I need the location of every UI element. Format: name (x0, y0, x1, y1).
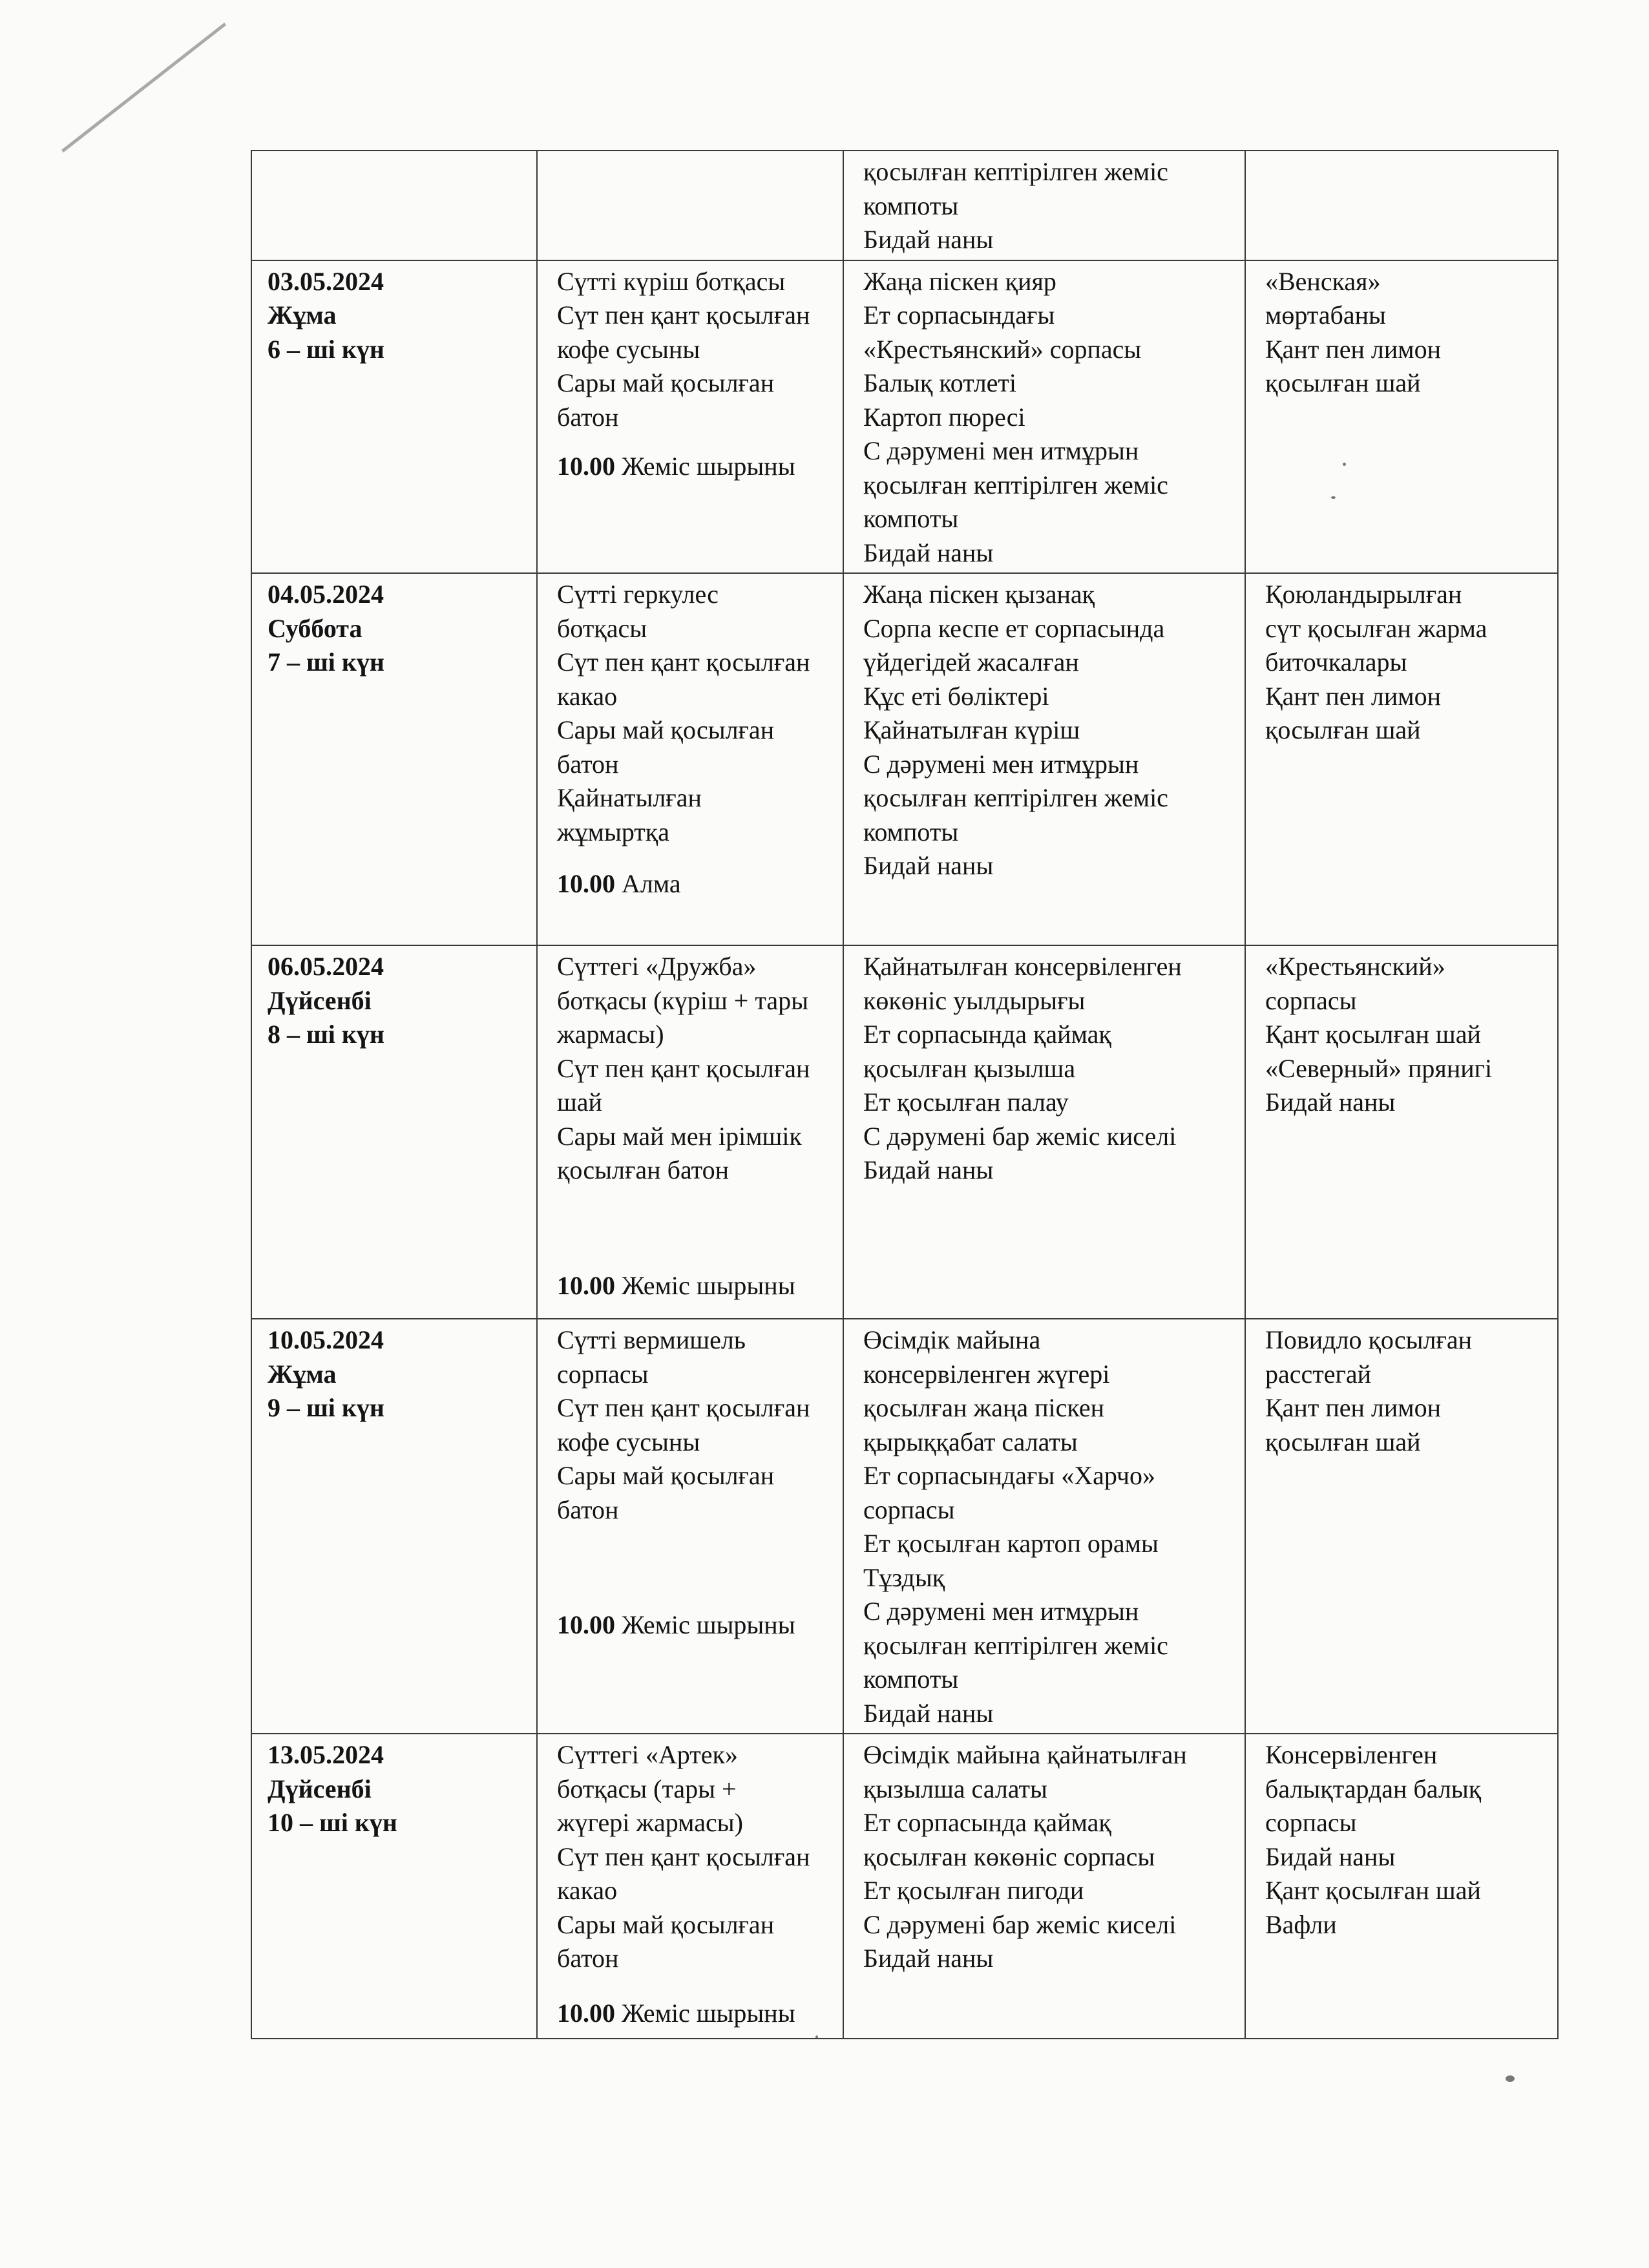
lunch-item: Ет сорпасындағы «Крестьянский» сорпасы (863, 300, 1142, 364)
dinner-item: «Северный» прянигі (1265, 1053, 1493, 1083)
menu-row (251, 1734, 1558, 2039)
lunch-cell (843, 573, 1245, 945)
snack-time: 10.00 (557, 1270, 615, 1300)
lunch-item: С дәрумені мен итмұрын қосылған кептірілген жеміс компоты (863, 436, 1168, 533)
lunch-item: С дәрумені бар жеміс киселі (863, 1121, 1177, 1151)
lunch-item: С дәрумені мен итмұрын қосылған кептірілген жеміс компоты (863, 1597, 1168, 1694)
lunch-item: Қайнатылған консервіленген көкөніс уылдырығы (863, 952, 1182, 1015)
lunch-item: С дәрумені мен итмұрын қосылған кептірілген жеміс компоты (863, 749, 1168, 846)
menu-table-body (251, 151, 1558, 2039)
weekday: Жұма (268, 300, 337, 330)
breakfast-item: Сары май мен ірімшік қосылған батон (557, 1121, 802, 1184)
lunch-cell (843, 945, 1245, 1319)
dinner-cell (1245, 1734, 1558, 2039)
snack-food: Жеміс шырыны (622, 1998, 795, 2028)
lunch-cell (843, 260, 1245, 574)
breakfast-item: Сары май қосылған батон (557, 715, 775, 779)
date: 13.05.2024 (268, 1740, 384, 1769)
lunch-cell (843, 1319, 1245, 1734)
dinner-item: «Крестьянский» сорпасы (1265, 952, 1445, 1015)
menu-row (251, 573, 1558, 945)
breakfast-item: Сүт пен қант қосылған какао (557, 1842, 810, 1905)
breakfast-item: Сүтті вермишель сорпасы (557, 1325, 746, 1389)
lunch-item: Ет қосылған палау (863, 1087, 1069, 1117)
snack-time: 10.00 (557, 452, 615, 481)
menu-row (251, 1319, 1558, 1734)
dinner-item: Қоюландырылған сүт қосылған жарма биточкалары (1265, 580, 1487, 677)
snack-time: 10.00 (557, 1610, 615, 1639)
snack-line (557, 1269, 832, 1303)
lunch-item: Құс еті бөліктері (863, 681, 1049, 711)
dinner-item: Бидай наны (1265, 1842, 1396, 1871)
date: 04.05.2024 (268, 580, 384, 609)
lunch-item: Бидай наны (863, 1155, 994, 1184)
date: 10.05.2024 (268, 1325, 384, 1354)
lunch-item: Бидай наны (863, 851, 994, 880)
date-cell (251, 573, 537, 945)
lunch-item: Картоп пюресі (863, 402, 1025, 432)
snack-food: Жеміс шырыны (622, 452, 795, 481)
lunch-item: Балық котлеті (863, 368, 1017, 397)
dinner-cell (1245, 151, 1558, 260)
weekday: Дүйсенбі (268, 985, 372, 1015)
dinner-item: Консервіленген балықтардан балық сорпасы (1265, 1740, 1482, 1837)
day-label: 6 – ші күн (268, 334, 384, 364)
breakfast-cell (537, 573, 843, 945)
lunch-item: қосылған кептірілген жеміс компоты (863, 157, 1168, 220)
snack-food: Жеміс шырыны (622, 1270, 795, 1300)
lunch-item: С дәрумені бар жеміс киселі (863, 1909, 1177, 1939)
breakfast-item: Сүттегі «Артек» ботқасы (тары + жүгері жармасы) (557, 1740, 743, 1837)
day-label: 8 – ші күн (268, 1020, 384, 1049)
date-cell (251, 945, 537, 1319)
dinner-item: Қант қосылған шай (1265, 1020, 1481, 1049)
date: 06.05.2024 (268, 952, 384, 981)
breakfast-item: Сүттегі «Дружба» ботқасы (күріш + тары жармасы) (557, 952, 808, 1049)
lunch-item: Қайнатылған күріш (863, 715, 1080, 744)
snack-time: 10.00 (557, 1998, 615, 2028)
weekday: Дүйсенбі (268, 1774, 372, 1803)
weekday: Суббота (268, 613, 362, 643)
lunch-item: Өсімдік майына қайнатылған қызылша салаты (863, 1740, 1187, 1803)
snack-line (557, 1997, 832, 2031)
lunch-item: Тұздық (863, 1562, 945, 1592)
dinner-item: Қант қосылған шай (1265, 1876, 1481, 1905)
day-label: 7 – ші күн (268, 647, 384, 677)
dinner-item: «Венская» мөртабаны (1265, 266, 1386, 330)
dinner-item: Қант пен лимон қосылған шай (1265, 1393, 1441, 1456)
breakfast-item: Сүт пен қант қосылған кофе сусыны (557, 300, 810, 364)
lunch-item: Бидай наны (863, 1698, 994, 1728)
breakfast-item: Сары май қосылған батон (557, 1909, 775, 1973)
scan-speck (1506, 2075, 1515, 2082)
snack-line (557, 450, 832, 484)
lunch-item: Бидай наны (863, 1944, 994, 1973)
day-label: 10 – ші күн (268, 1808, 397, 1837)
lunch-item: Бидай наны (863, 538, 994, 567)
lunch-cell (843, 151, 1245, 260)
date-cell (251, 151, 537, 260)
lunch-cell (843, 1734, 1245, 2039)
lunch-item: Ет сорпасында қаймақ қосылған қызылша (863, 1020, 1111, 1083)
lunch-item: Ет сорпасындағы «Харчо» сорпасы (863, 1461, 1156, 1524)
breakfast-item: Сүт пен қант қосылған кофе сусыны (557, 1393, 810, 1456)
snack-time: 10.00 (557, 869, 615, 898)
lunch-item: Сорпа кеспе ет сорпасында үйдегідей жасалған (863, 613, 1165, 677)
dinner-item: Вафли (1265, 1909, 1337, 1939)
menu-table (251, 150, 1559, 2039)
breakfast-cell (537, 1319, 843, 1734)
date-cell (251, 1319, 537, 1734)
day-label: 9 – ші күн (268, 1393, 384, 1422)
dinner-item: Қант пен лимон қосылған шай (1265, 681, 1441, 744)
snack-line (557, 867, 832, 901)
snack-line (557, 1608, 832, 1643)
dinner-item: Бидай наны (1265, 1087, 1396, 1117)
breakfast-item: Сүт пен қант қосылған какао (557, 647, 810, 711)
breakfast-cell (537, 260, 843, 574)
lunch-item: Ет сорпасында қаймақ қосылған көкөніс сорпасы (863, 1808, 1155, 1871)
scan-fold-line (61, 23, 226, 152)
lunch-item: Бидай наны (863, 225, 994, 254)
breakfast-item: Сүтті күріш ботқасы (557, 266, 786, 296)
breakfast-item: Сүтті геркулес ботқасы (557, 580, 719, 643)
menu-row (251, 260, 1558, 574)
date-cell (251, 1734, 537, 2039)
lunch-item: Өсімдік майына консервіленген жүгері қосылған жаңа піскен қырыққабат салаты (863, 1325, 1110, 1456)
lunch-item: Ет қосылған пигоди (863, 1876, 1084, 1905)
breakfast-item: Сары май қосылған батон (557, 1461, 775, 1524)
lunch-item: Ет қосылған картоп орамы (863, 1529, 1159, 1558)
date-cell (251, 260, 537, 574)
breakfast-item: Сары май қосылған батон (557, 368, 775, 432)
breakfast-item: Сүт пен қант қосылған шай (557, 1053, 810, 1117)
dinner-cell (1245, 573, 1558, 945)
breakfast-cell (537, 945, 843, 1319)
dinner-item: Повидло қосылған расстегай (1265, 1325, 1473, 1389)
date: 03.05.2024 (268, 266, 384, 296)
menu-row (251, 945, 1558, 1319)
dinner-cell (1245, 945, 1558, 1319)
breakfast-cell (537, 151, 843, 260)
snack-food: Жеміс шырыны (622, 1610, 795, 1639)
dinner-cell (1245, 1319, 1558, 1734)
snack-food: Алма (622, 869, 681, 898)
dinner-item: Қант пен лимон қосылған шай (1265, 334, 1441, 397)
breakfast-item: Қайнатылған жұмыртқа (557, 783, 702, 846)
lunch-item: Жаңа піскен қызанақ (863, 580, 1095, 609)
menu-row (251, 151, 1558, 260)
weekday: Жұма (268, 1359, 337, 1389)
breakfast-cell (537, 1734, 843, 2039)
lunch-item: Жаңа піскен қияр (863, 266, 1056, 296)
dinner-cell (1245, 260, 1558, 574)
